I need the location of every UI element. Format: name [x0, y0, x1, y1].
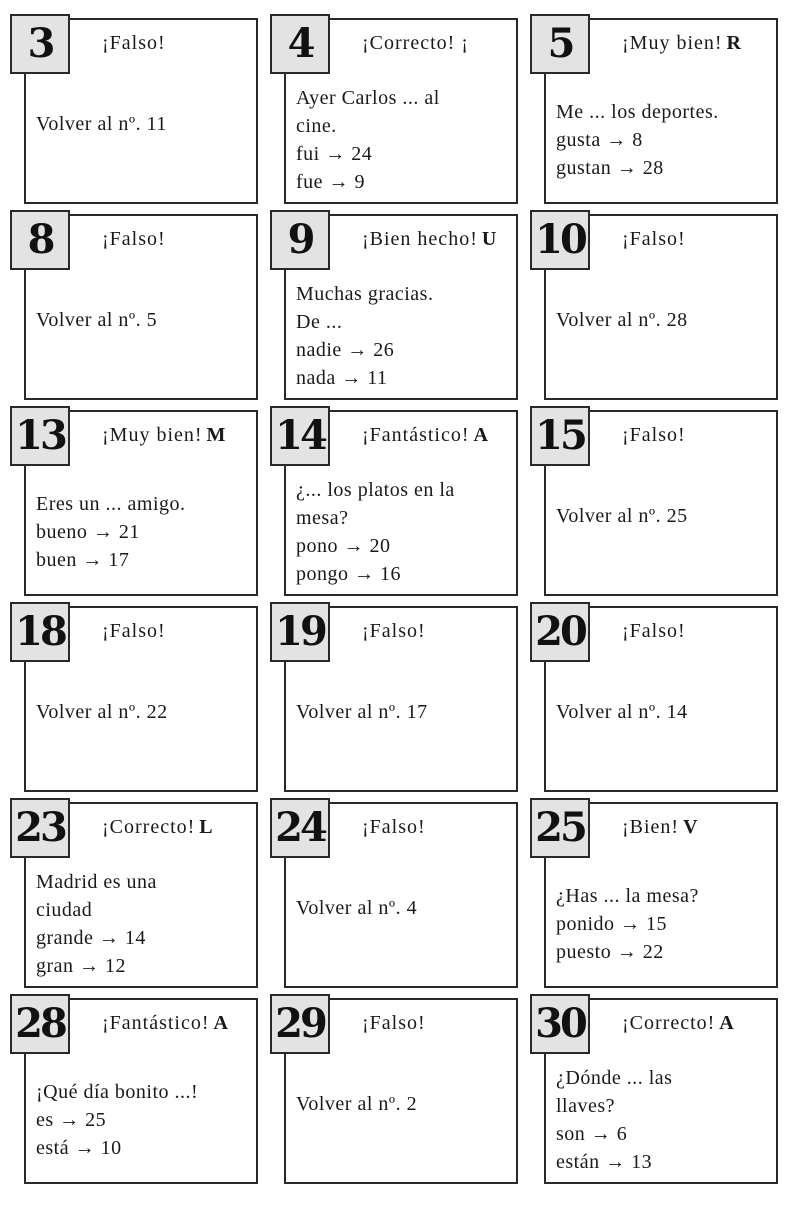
card-number: 3 — [10, 14, 70, 74]
card-number: 18 — [10, 602, 70, 662]
card-heading — [102, 424, 225, 447]
card-body — [296, 280, 433, 392]
card-number: 20 — [530, 602, 590, 662]
card-heading — [622, 424, 686, 447]
card-heading — [362, 424, 488, 447]
card-8 — [10, 210, 264, 404]
card-body — [296, 476, 455, 588]
card-heading — [102, 228, 166, 251]
card-19 — [270, 602, 524, 796]
heading-text: ¡Falso! — [102, 228, 166, 250]
card-5 — [530, 14, 784, 208]
return-instruction: Volver al nº. 4 — [296, 897, 418, 919]
card-body — [296, 84, 440, 196]
answer-option: ponido → 15 — [556, 913, 668, 935]
return-instruction: Volver al nº. 14 — [556, 701, 688, 723]
answer-option: grande → 14 — [36, 927, 146, 949]
question-line: ¿Has ... la mesa? — [556, 885, 699, 907]
card-body — [556, 502, 688, 530]
return-instruction: Volver al nº. 5 — [36, 309, 158, 331]
return-instruction: Volver al nº. 17 — [296, 701, 428, 723]
answer-option: nada → 11 — [296, 367, 388, 389]
heading-text: ¡Bien hecho! — [362, 228, 478, 250]
answer-option: bueno → 21 — [36, 521, 140, 543]
card-heading — [622, 32, 741, 55]
card-23 — [10, 798, 264, 992]
question-line: Eres un ... amigo. — [36, 493, 186, 515]
code-letter: U — [481, 228, 497, 250]
answer-option: es → 25 — [36, 1109, 107, 1131]
card-body — [556, 882, 699, 966]
return-instruction: Volver al nº. 22 — [36, 701, 168, 723]
answer-option: fue → 9 — [296, 171, 366, 193]
return-instruction: Volver al nº. 28 — [556, 309, 688, 331]
question-line: ¡Qué día bonito ...! — [36, 1081, 199, 1103]
card-4 — [270, 14, 524, 208]
heading-text: ¡Correcto! ¡ — [362, 32, 469, 54]
card-number: 24 — [270, 798, 330, 858]
card-9 — [270, 210, 524, 404]
question-line: cine. — [296, 115, 337, 137]
heading-text: ¡Correcto! — [102, 816, 196, 838]
card-heading — [362, 32, 469, 55]
card-number: 5 — [530, 14, 590, 74]
heading-text: ¡Falso! — [622, 228, 686, 250]
heading-text: ¡Fantástico! — [362, 424, 470, 446]
card-number: 9 — [270, 210, 330, 270]
question-line: ¿Dónde ... las — [556, 1067, 673, 1089]
return-instruction: Volver al nº. 11 — [36, 113, 167, 135]
card-heading — [362, 228, 496, 251]
answer-option: gran → 12 — [36, 955, 127, 977]
heading-text: ¡Falso! — [622, 620, 686, 642]
heading-text: ¡Falso! — [102, 620, 166, 642]
question-line: llaves? — [556, 1095, 616, 1117]
card-heading — [622, 1012, 734, 1035]
code-letter: M — [206, 424, 226, 446]
card-heading — [362, 1012, 426, 1035]
question-line: Ayer Carlos ... al — [296, 87, 440, 109]
card-number: 8 — [10, 210, 70, 270]
answer-option: pongo → 16 — [296, 563, 401, 585]
code-letter: A — [213, 1012, 228, 1034]
card-body — [556, 1064, 672, 1176]
card-body — [296, 894, 417, 922]
card-heading — [362, 816, 426, 839]
card-body — [36, 490, 186, 574]
card-body — [296, 1090, 417, 1118]
card-14 — [270, 406, 524, 600]
card-10 — [530, 210, 784, 404]
heading-text: ¡Fantástico! — [102, 1012, 210, 1034]
card-heading — [102, 1012, 228, 1035]
card-number: 10 — [530, 210, 590, 270]
heading-text: ¡Muy bien! — [622, 32, 723, 54]
card-3 — [10, 14, 264, 208]
card-number: 4 — [270, 14, 330, 74]
card-heading — [362, 620, 426, 643]
question-line: Muchas gracias. — [296, 283, 434, 305]
card-number: 30 — [530, 994, 590, 1054]
code-letter: V — [683, 816, 698, 838]
answer-option: fui → 24 — [296, 143, 373, 165]
card-body — [36, 110, 167, 138]
question-line: Madrid es una — [36, 871, 157, 893]
card-18 — [10, 602, 264, 796]
code-letter: L — [199, 816, 213, 838]
code-letter: R — [726, 32, 741, 54]
card-number: 28 — [10, 994, 70, 1054]
card-15 — [530, 406, 784, 600]
code-letter: A — [719, 1012, 734, 1034]
answer-option: gustan → 28 — [556, 157, 664, 179]
card-body — [36, 1078, 198, 1162]
card-body — [296, 698, 428, 726]
heading-text: ¡Falso! — [362, 1012, 426, 1034]
code-letter: A — [473, 424, 488, 446]
answer-option: son → 6 — [556, 1123, 628, 1145]
answer-option: está → 10 — [36, 1137, 122, 1159]
card-body — [36, 306, 157, 334]
card-number: 13 — [10, 406, 70, 466]
return-instruction: Volver al nº. 2 — [296, 1093, 418, 1115]
card-number: 14 — [270, 406, 330, 466]
heading-text: ¡Correcto! — [622, 1012, 716, 1034]
card-heading — [102, 816, 213, 839]
card-13 — [10, 406, 264, 600]
card-heading — [622, 228, 686, 251]
question-line: ¿... los platos en la — [296, 479, 455, 501]
question-line: ciudad — [36, 899, 93, 921]
heading-text: ¡Falso! — [362, 816, 426, 838]
card-body — [36, 868, 157, 980]
return-instruction: Volver al nº. 25 — [556, 505, 688, 527]
card-body — [36, 698, 168, 726]
answer-option: buen → 17 — [36, 549, 130, 571]
heading-text: ¡Falso! — [622, 424, 686, 446]
question-line: De ... — [296, 311, 343, 333]
answer-option: nadie → 26 — [296, 339, 395, 361]
heading-text: ¡Falso! — [102, 32, 166, 54]
card-body — [556, 698, 688, 726]
question-line: Me ... los deportes. — [556, 101, 719, 123]
card-heading — [102, 620, 166, 643]
card-number: 29 — [270, 994, 330, 1054]
card-heading — [622, 620, 686, 643]
heading-text: ¡Muy bien! — [102, 424, 203, 446]
card-24 — [270, 798, 524, 992]
card-20 — [530, 602, 784, 796]
card-body — [556, 98, 719, 182]
card-25 — [530, 798, 784, 992]
card-29 — [270, 994, 524, 1188]
card-body — [556, 306, 688, 334]
card-number: 23 — [10, 798, 70, 858]
heading-text: ¡Falso! — [362, 620, 426, 642]
card-30 — [530, 994, 784, 1188]
card-28 — [10, 994, 264, 1188]
card-heading — [622, 816, 698, 839]
question-line: mesa? — [296, 507, 349, 529]
card-number: 19 — [270, 602, 330, 662]
answer-option: gusta → 8 — [556, 129, 643, 151]
answer-option: pono → 20 — [296, 535, 391, 557]
answer-option: están → 13 — [556, 1151, 653, 1173]
card-heading — [102, 32, 166, 55]
heading-text: ¡Bien! — [622, 816, 680, 838]
card-number: 15 — [530, 406, 590, 466]
answer-option: puesto → 22 — [556, 941, 664, 963]
card-number: 25 — [530, 798, 590, 858]
